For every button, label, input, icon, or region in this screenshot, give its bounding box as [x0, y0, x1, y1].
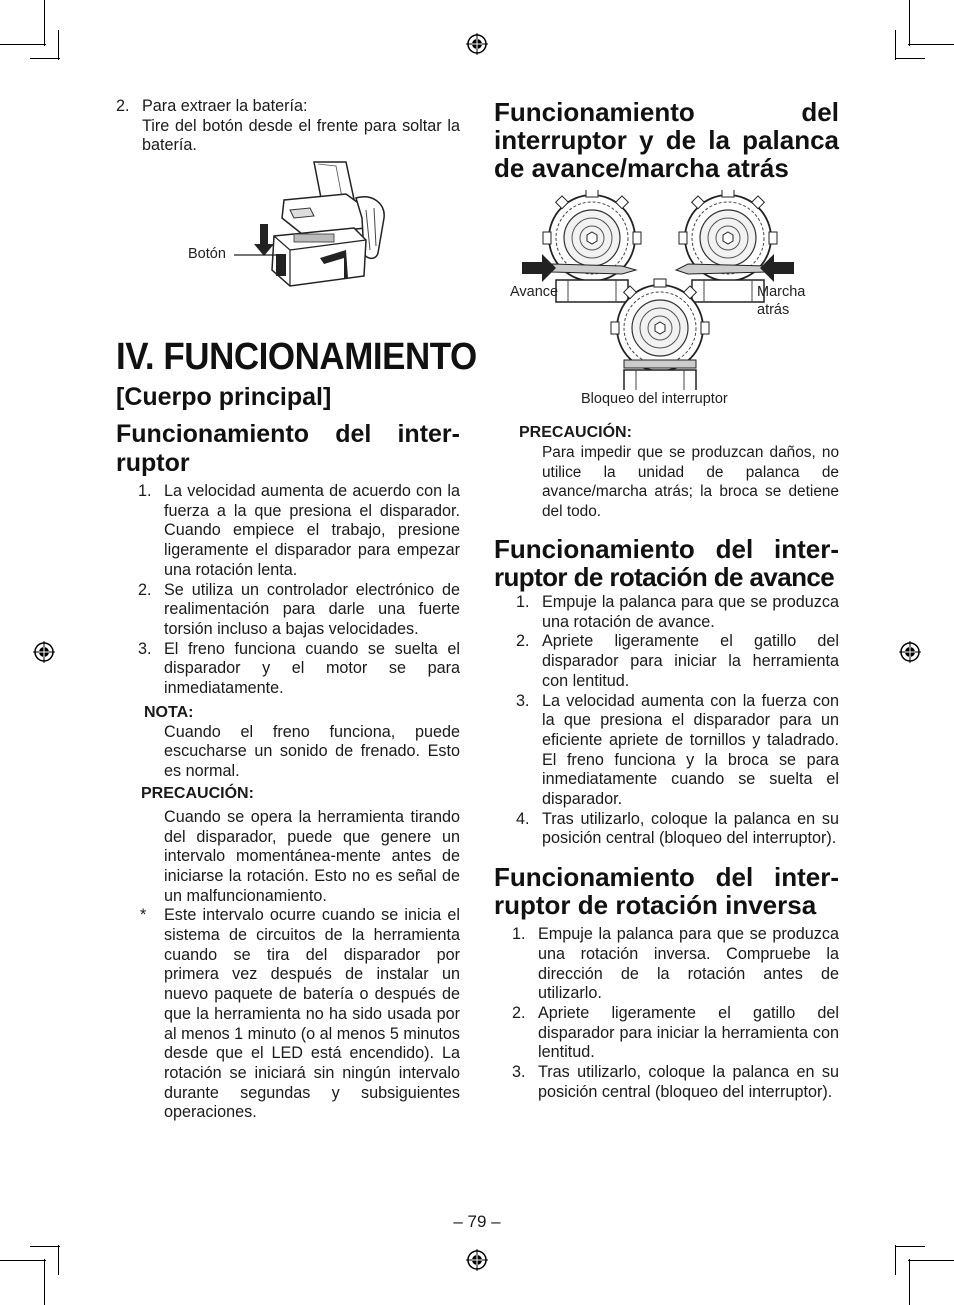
right-column-header — [494, 98, 839, 182]
right-column-body — [494, 423, 839, 1102]
registration-mark-top — [466, 33, 488, 55]
nota-label: NOTA: — [144, 703, 194, 721]
operation-list — [116, 482, 460, 699]
marcha-label-1: Marcha — [757, 284, 806, 300]
list-item: 2. Apriete ligeramente el gatillo del disparador para iniciar la herramienta con lentitud. — [512, 1003, 839, 1062]
asterisk-note: * Este intervalo ocurre cuando se inicia el sistema de circuitos de la herramienta cuando se tira del disparador por primera vez después de instalar un nuevo paquete de batería o después de que la herramienta no ha sido usada por al menos 1 minuto (o al menos 5 minutos desde que el LED está encendido). La rotación se iniciará sin ningún intervalo durante segundas y subsiguientes operaciones. — [140, 906, 461, 1122]
section-title-line-2: ruptor — [116, 449, 190, 477]
step-title: Para extraer la batería: — [142, 97, 308, 115]
list-item: 4. Tras utilizarlo, coloque la palanca en su posición central (bloqueo del interruptor). — [516, 809, 839, 848]
list-item: 1. Empuje la palanca para que se produzca una rotación de avance. — [516, 593, 839, 631]
subtitle: [Cuerpo principal] — [116, 383, 332, 411]
nota-text: Cuando el freno funciona, puede escucharse un sonido de frenado. Esto es normal. — [164, 722, 460, 781]
step-number: 2. — [116, 97, 130, 115]
avance-list — [494, 593, 839, 849]
inversa-title-line-1: Funcionamiento del inter- — [494, 862, 839, 893]
battery-removal-step — [116, 97, 460, 156]
avance-title-line-1: Funcionamiento del inter- — [494, 534, 839, 564]
precaucion-text-right: Para impedir que se produzcan daños, no utilice la unidad de palanca de avance/marcha atrás; la broca se detiene del todo. — [542, 444, 839, 520]
list-item: 3. El freno funciona cuando se suelta el disparador y el motor se para inmediatamente. — [138, 639, 460, 698]
list-item: 3. La velocidad aumenta con la fuerza con la que presiona el disparador para un eficiente apriete de tornillos y taladrado. El freno funciona y la broca se para inmediatamente cuando se suelta el disparador. — [516, 691, 839, 809]
lever-section-title: Funcionamiento del interruptor y de la palanca de avance/marcha atrás — [494, 97, 839, 183]
list-item: 3. Tras utilizarlo, coloque la palanca en su posición central (bloqueo del interruptor). — [512, 1063, 839, 1101]
registration-mark-bottom — [466, 1249, 488, 1271]
marcha-label-2: atrás — [757, 302, 790, 318]
bloqueo-label: Bloqueo del interruptor — [581, 391, 728, 407]
list-item: 1. La velocidad aumenta de acuerdo con la fuerza a la que presiona el disparador. Cuando empiece el trabajo, presione ligeramente el disparador para empezar una rotación lenta. — [138, 482, 460, 579]
precaucion-label: PRECAUCIÓN: — [141, 784, 254, 802]
left-column — [116, 383, 460, 1123]
inversa-title-line-2: ruptor de rotación inversa — [494, 890, 817, 921]
list-item: 2. Se utiliza un controlador electrónico de realimentación para darle una fuerte torsión incluso a bajas velocidades. — [138, 580, 460, 638]
step-body: Tire del botón desde el frente para soltar la batería. — [142, 116, 460, 155]
battery-removal-illustration — [186, 158, 396, 293]
registration-mark-right — [899, 641, 921, 663]
button-label: Botón — [188, 246, 226, 262]
page-number: – 79 – — [453, 1212, 501, 1231]
precaucion-text: Cuando se opera la herramienta tirando del disparador, puede que genere un intervalo momentánea-mente antes de iniciarse la rotación. Esto no es señal de un malfuncionamiento. — [164, 807, 460, 905]
registration-mark-left — [33, 641, 55, 663]
list-item: 2. Apriete ligeramente el gatillo del disparador para iniciar la herramienta con lentitud. — [516, 632, 839, 690]
avance-title-line-2: ruptor de rotación de avance — [494, 562, 835, 592]
inversa-list — [494, 925, 839, 1102]
avance-label: Avance — [510, 284, 559, 300]
main-title: IV. FUNCIONAMIENTO — [116, 336, 477, 378]
precaucion-label-right: PRECAUCIÓN: — [519, 424, 632, 441]
list-item: 1. Empuje la palanca para que se produzca una rotación inversa. Compruebe la dirección de la rotación antes de utilizarlo. — [512, 925, 839, 1003]
section-title-line-1: Funcionamiento del inter- — [116, 420, 460, 448]
